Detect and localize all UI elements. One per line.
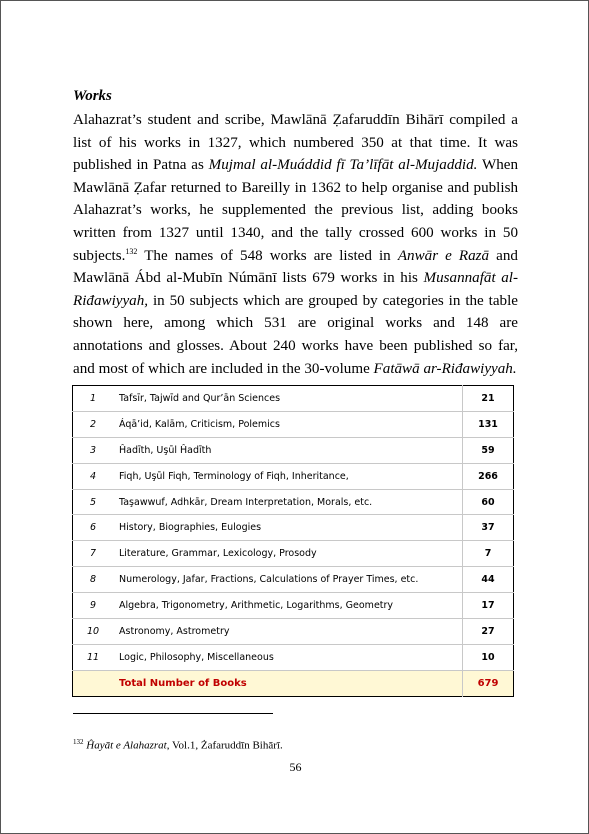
book-title: Fatāwā ar-Riđawiyyah. (373, 360, 517, 377)
row-number: 1 (89, 392, 97, 404)
paragraph-text: Alahazrat’s student and scribe, Mawlānā Ẓafaruddīn Bihārī compiled a list of his works in 1327, which numbered 350 at that time. It was published in Patna as (73, 112, 518, 174)
total-row-number (73, 670, 114, 696)
row-number: 5 (73, 489, 114, 515)
total-label: Total Number of Books (113, 670, 463, 696)
count-cell: 266 (463, 463, 514, 489)
subject-cell: Logic, Philosophy, Miscellaneous (113, 644, 463, 670)
row-number: 7 (73, 541, 114, 567)
subject-cell: Literature, Grammar, Lexicology, Prosody (113, 541, 463, 567)
count-cell: 44 (463, 567, 514, 593)
footnote-title: Ĥayāt e Alahazrat (86, 739, 167, 752)
paragraph-text: The names of 548 works are listed in (137, 247, 398, 264)
page-number: 56 (289, 760, 302, 774)
paragraph-text: and Mawlānā Ábd al-Mubīn Númānī lists 679 works in his (73, 247, 518, 287)
footnote-number: 132 (73, 738, 84, 746)
row-number: 9 (73, 593, 114, 619)
table-row (73, 619, 514, 645)
table-row (73, 541, 514, 567)
table-row (73, 411, 514, 437)
table-row (73, 437, 514, 463)
table-row (73, 489, 514, 515)
subject-cell: Numerology, Jafar, Fractions, Calculations of Prayer Times, etc. (113, 567, 463, 593)
row-number: 6 (73, 515, 114, 541)
paragraph-text: in 50 subjects which are grouped by categories in the table shown here, among which 531 are original works and 148 are annotations and glosses. About 240 works have been published so far, and most of which are included in the 30-volume (73, 292, 518, 377)
count-cell: 60 (463, 489, 514, 515)
row-number: 2 (73, 411, 114, 437)
count-cell: 21 (463, 386, 514, 412)
subject-cell: Fiqh, Uşūl Fiqh, Terminology of Fiqh, Inheritance, (113, 463, 463, 489)
works-table (72, 385, 514, 697)
row-number: 11 (73, 644, 114, 670)
table-row (73, 515, 514, 541)
total-count: 679 (463, 670, 514, 696)
paragraph-text: When Mawlānā Ẓafar returned to Bareilly in 1362 to help organise and publish Alahazrat’s works, he supplemented the previous list, adding books written from 1327 until 1340, and the tally crossed 600 works in 50 subjects. (73, 157, 518, 264)
table-row (73, 386, 514, 412)
book-title: Anwār e Razā (397, 247, 490, 264)
row-number: 10 (73, 619, 114, 645)
table-row (73, 463, 514, 489)
subject-cell: Astronomy, Astrometry (113, 619, 463, 645)
works-table-body (73, 386, 514, 697)
footnote-text: , Vol.1, Żafaruddīn Bihārī. (166, 739, 283, 752)
subject-cell: Tafsīr, Tajwīd and Qur’ān Sciences (119, 392, 281, 404)
table-row (73, 567, 514, 593)
row-number: 8 (73, 567, 114, 593)
subject-cell: Algebra, Trigonometry, Arithmetic, Logarithms, Geometry (113, 593, 463, 619)
subject-cell: Áqā’id, Kalām, Criticism, Polemics (113, 411, 463, 437)
row-number: 3 (73, 437, 114, 463)
count-cell: 37 (463, 515, 514, 541)
count-cell: 7 (463, 541, 514, 567)
section-heading: Works (73, 88, 112, 104)
footnote-reference[interactable]: 132 (125, 246, 138, 256)
count-cell: 10 (463, 644, 514, 670)
footnote (73, 738, 283, 752)
count-cell: 131 (463, 411, 514, 437)
book-title: Musannafāt al-Riđawiyyah, (73, 270, 519, 309)
table-row (73, 593, 514, 619)
book-title: Mujmal al-Muáddid fī Ta’līfāt al-Mujaddid. (208, 157, 478, 174)
count-cell: 17 (463, 593, 514, 619)
footnote-divider (73, 713, 273, 714)
table-row (73, 644, 514, 670)
subject-cell: History, Biographies, Eulogies (113, 515, 463, 541)
subject-cell: Ĥadīth, Uşūl Ĥadīth (113, 437, 463, 463)
total-row (73, 670, 514, 696)
body-paragraph (73, 109, 518, 380)
count-cell: 27 (463, 619, 514, 645)
row-number: 4 (73, 463, 114, 489)
subject-cell: Taşawwuf, Adhkār, Dream Interpretation, Morals, etc. (113, 489, 463, 515)
count-cell: 59 (463, 437, 514, 463)
